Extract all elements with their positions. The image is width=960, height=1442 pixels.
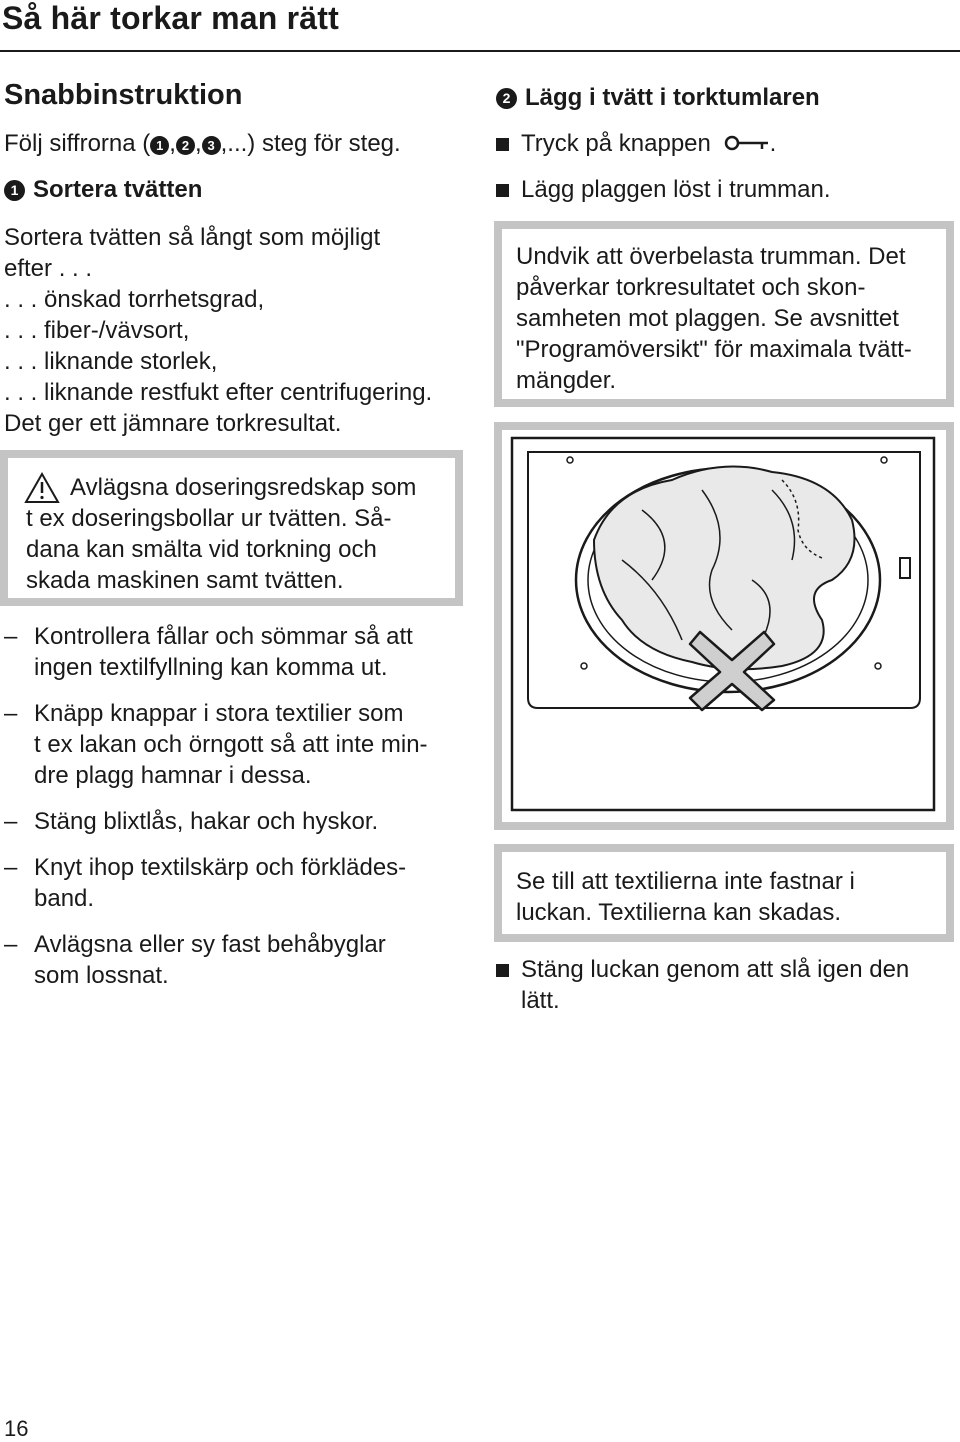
text-line: dre plagg hamnar i dessa. (34, 762, 312, 789)
text-line: lätt. (521, 987, 560, 1014)
dash-marker: – (4, 808, 18, 835)
text-line: ingen textilfyllning kan komma ut. (34, 654, 388, 681)
dash-marker: – (4, 623, 18, 650)
text-line: t ex lakan och örngott så att inte min- (34, 731, 428, 758)
bullet-text: Tryck på knappen (521, 130, 711, 157)
square-bullet-icon (496, 138, 509, 151)
text-line: skada maskinen samt tvätten. (26, 567, 344, 594)
drum-overfilled-icon (502, 430, 946, 822)
intro-prefix: Följ siffrorna ( (4, 130, 151, 157)
info-text (516, 241, 912, 396)
page-number: 16 (4, 1416, 29, 1441)
text-line: Kontrollera fållar och sömmar så att (34, 623, 413, 650)
step-number-badge: 1 (4, 180, 25, 201)
text-line: Knäpp knappar i stora textilier som (34, 700, 404, 727)
text-line: Sortera tvätten så långt som möjligt (4, 224, 381, 251)
square-bullet-icon (496, 964, 509, 977)
info-box (494, 221, 954, 407)
intro-separator: , (169, 130, 176, 157)
intro-separator: , (194, 130, 202, 157)
text-line: luckan. Textilierna kan skadas. (516, 899, 842, 926)
text-line: Stäng blixtlås, hakar och hyskor. (34, 808, 379, 835)
step2-heading (496, 84, 820, 112)
bullet-item (496, 128, 776, 159)
text-line: Avlägsna eller sy fast behåbyglar (34, 931, 386, 958)
list-item (4, 698, 474, 791)
dash-marker: – (4, 854, 18, 881)
step-number-badge: 3 (202, 136, 221, 155)
sort-instructions (4, 222, 432, 439)
step1-title: Sortera tvätten (33, 176, 203, 203)
text-line: Det ger ett jämnare torkresultat. (4, 410, 342, 437)
step-number-badge: 2 (496, 88, 517, 109)
text-line: mängder. (516, 367, 617, 394)
key-icon (724, 134, 770, 152)
text-line: "Programöversikt" för maximala tvätt- (516, 336, 912, 363)
square-bullet-icon (496, 184, 509, 197)
text-line: t ex doseringsbollar ur tvätten. Så- (26, 505, 392, 532)
text-line: . . . liknande restfukt efter centrifugering. (4, 379, 433, 406)
list-item (4, 929, 474, 991)
text-line: samheten mot plaggen. Se avsnittet (516, 305, 899, 332)
text-line: . . . liknande storlek, (4, 348, 218, 375)
intro-suffix: ,...) steg för steg. (220, 130, 401, 157)
text-line: band. (34, 885, 95, 912)
bullet-item (496, 954, 909, 1016)
caution-box (494, 844, 954, 942)
checklist (4, 621, 474, 991)
text-line: påverkar torkresultatet och skon- (516, 274, 866, 301)
step1-heading (4, 176, 202, 204)
caution-text (516, 866, 855, 928)
step-number-badge: 2 (176, 136, 195, 155)
text-line: Stäng luckan genom att slå igen den (521, 956, 910, 983)
dash-marker: – (4, 931, 18, 958)
text-line: . . . fiber-/vävsort, (4, 317, 190, 344)
list-item (4, 806, 474, 837)
bullet-text: Lägg plaggen löst i trumman. (521, 176, 831, 203)
text-line: Avlägsna doseringsredskap som (70, 474, 417, 501)
text-line: Se till att textilierna inte fastnar i (516, 868, 855, 895)
list-item (4, 852, 474, 914)
dash-marker: – (4, 700, 18, 727)
text-line: . . . önskad torrhetsgrad, (4, 286, 265, 313)
text-line: efter . . . (4, 255, 93, 282)
list-item (4, 621, 474, 683)
warning-text (26, 472, 416, 596)
text-line: Knyt ihop textilskärp och förklädes- (34, 854, 407, 881)
intro-text (4, 128, 401, 159)
text-line: dana kan smälta vid torkning och (26, 536, 377, 563)
section-heading: Snabbinstruktion (4, 79, 243, 111)
dryer-drum-illustration (494, 422, 954, 830)
page-title: Så här torkar man rätt (2, 0, 339, 36)
bullet-suffix: . (769, 130, 777, 157)
text-line: som lossnat. (34, 962, 169, 989)
warning-box (0, 450, 463, 606)
bullet-item (496, 174, 831, 205)
text-line: Undvik att överbelasta trumman. Det (516, 243, 906, 270)
step-number-badge: 1 (150, 136, 169, 155)
header-rule (0, 50, 960, 52)
step2-title: Lägg i tvätt i torktumlaren (525, 84, 820, 111)
